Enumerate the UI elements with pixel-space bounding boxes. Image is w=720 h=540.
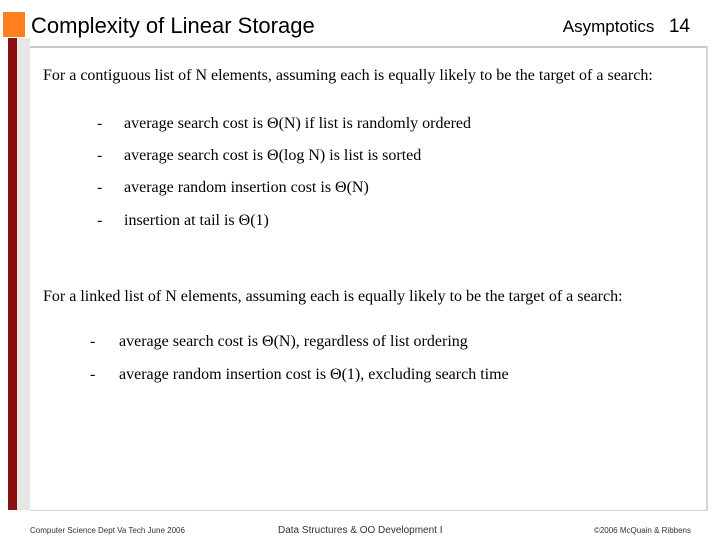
bullet-dash: - bbox=[90, 333, 96, 350]
bullet-dash: - bbox=[90, 366, 96, 383]
footer-divider bbox=[30, 510, 708, 511]
header-divider bbox=[30, 46, 708, 48]
bullet-dash: - bbox=[97, 115, 103, 132]
left-accent-bar bbox=[8, 38, 17, 510]
footer-course: Data Structures & OO Development I bbox=[278, 525, 443, 536]
contiguous-bullet-text: average random insertion cost is Θ(N) bbox=[124, 179, 369, 196]
page-number: 14 bbox=[668, 16, 690, 37]
section-name: Asymptotics bbox=[562, 17, 655, 36]
right-border bbox=[706, 46, 708, 510]
linked-intro: For a linked list of N elements, assuming each is equally likely to be the target of a search: bbox=[43, 288, 623, 305]
bullet-dash: - bbox=[97, 212, 103, 229]
left-shade-bar bbox=[17, 38, 30, 510]
contiguous-bullet-text: insertion at tail is Θ(1) bbox=[124, 212, 269, 229]
linked-bullet-text: average search cost is Θ(N), regardless of list ordering bbox=[119, 333, 468, 350]
bullet-dash: - bbox=[97, 147, 103, 164]
footer-copyright: ©2006 McQuain & Ribbens bbox=[593, 526, 691, 535]
slide-header-right bbox=[563, 16, 690, 38]
contiguous-intro: For a contiguous list of N elements, assuming each is equally likely to be the target of a search: bbox=[43, 67, 653, 84]
title-accent-square bbox=[3, 12, 25, 37]
contiguous-bullet-text: average search cost is Θ(log N) is list is sorted bbox=[124, 147, 422, 164]
slide-title: Complexity of Linear Storage bbox=[31, 13, 315, 38]
footer-dept: Computer Science Dept Va Tech June 2006 bbox=[30, 526, 185, 535]
bullet-dash: - bbox=[97, 179, 103, 196]
contiguous-bullet-text: average search cost is Θ(N) if list is randomly ordered bbox=[124, 115, 471, 132]
linked-bullet-text: average random insertion cost is Θ(1), excluding search time bbox=[119, 366, 509, 383]
